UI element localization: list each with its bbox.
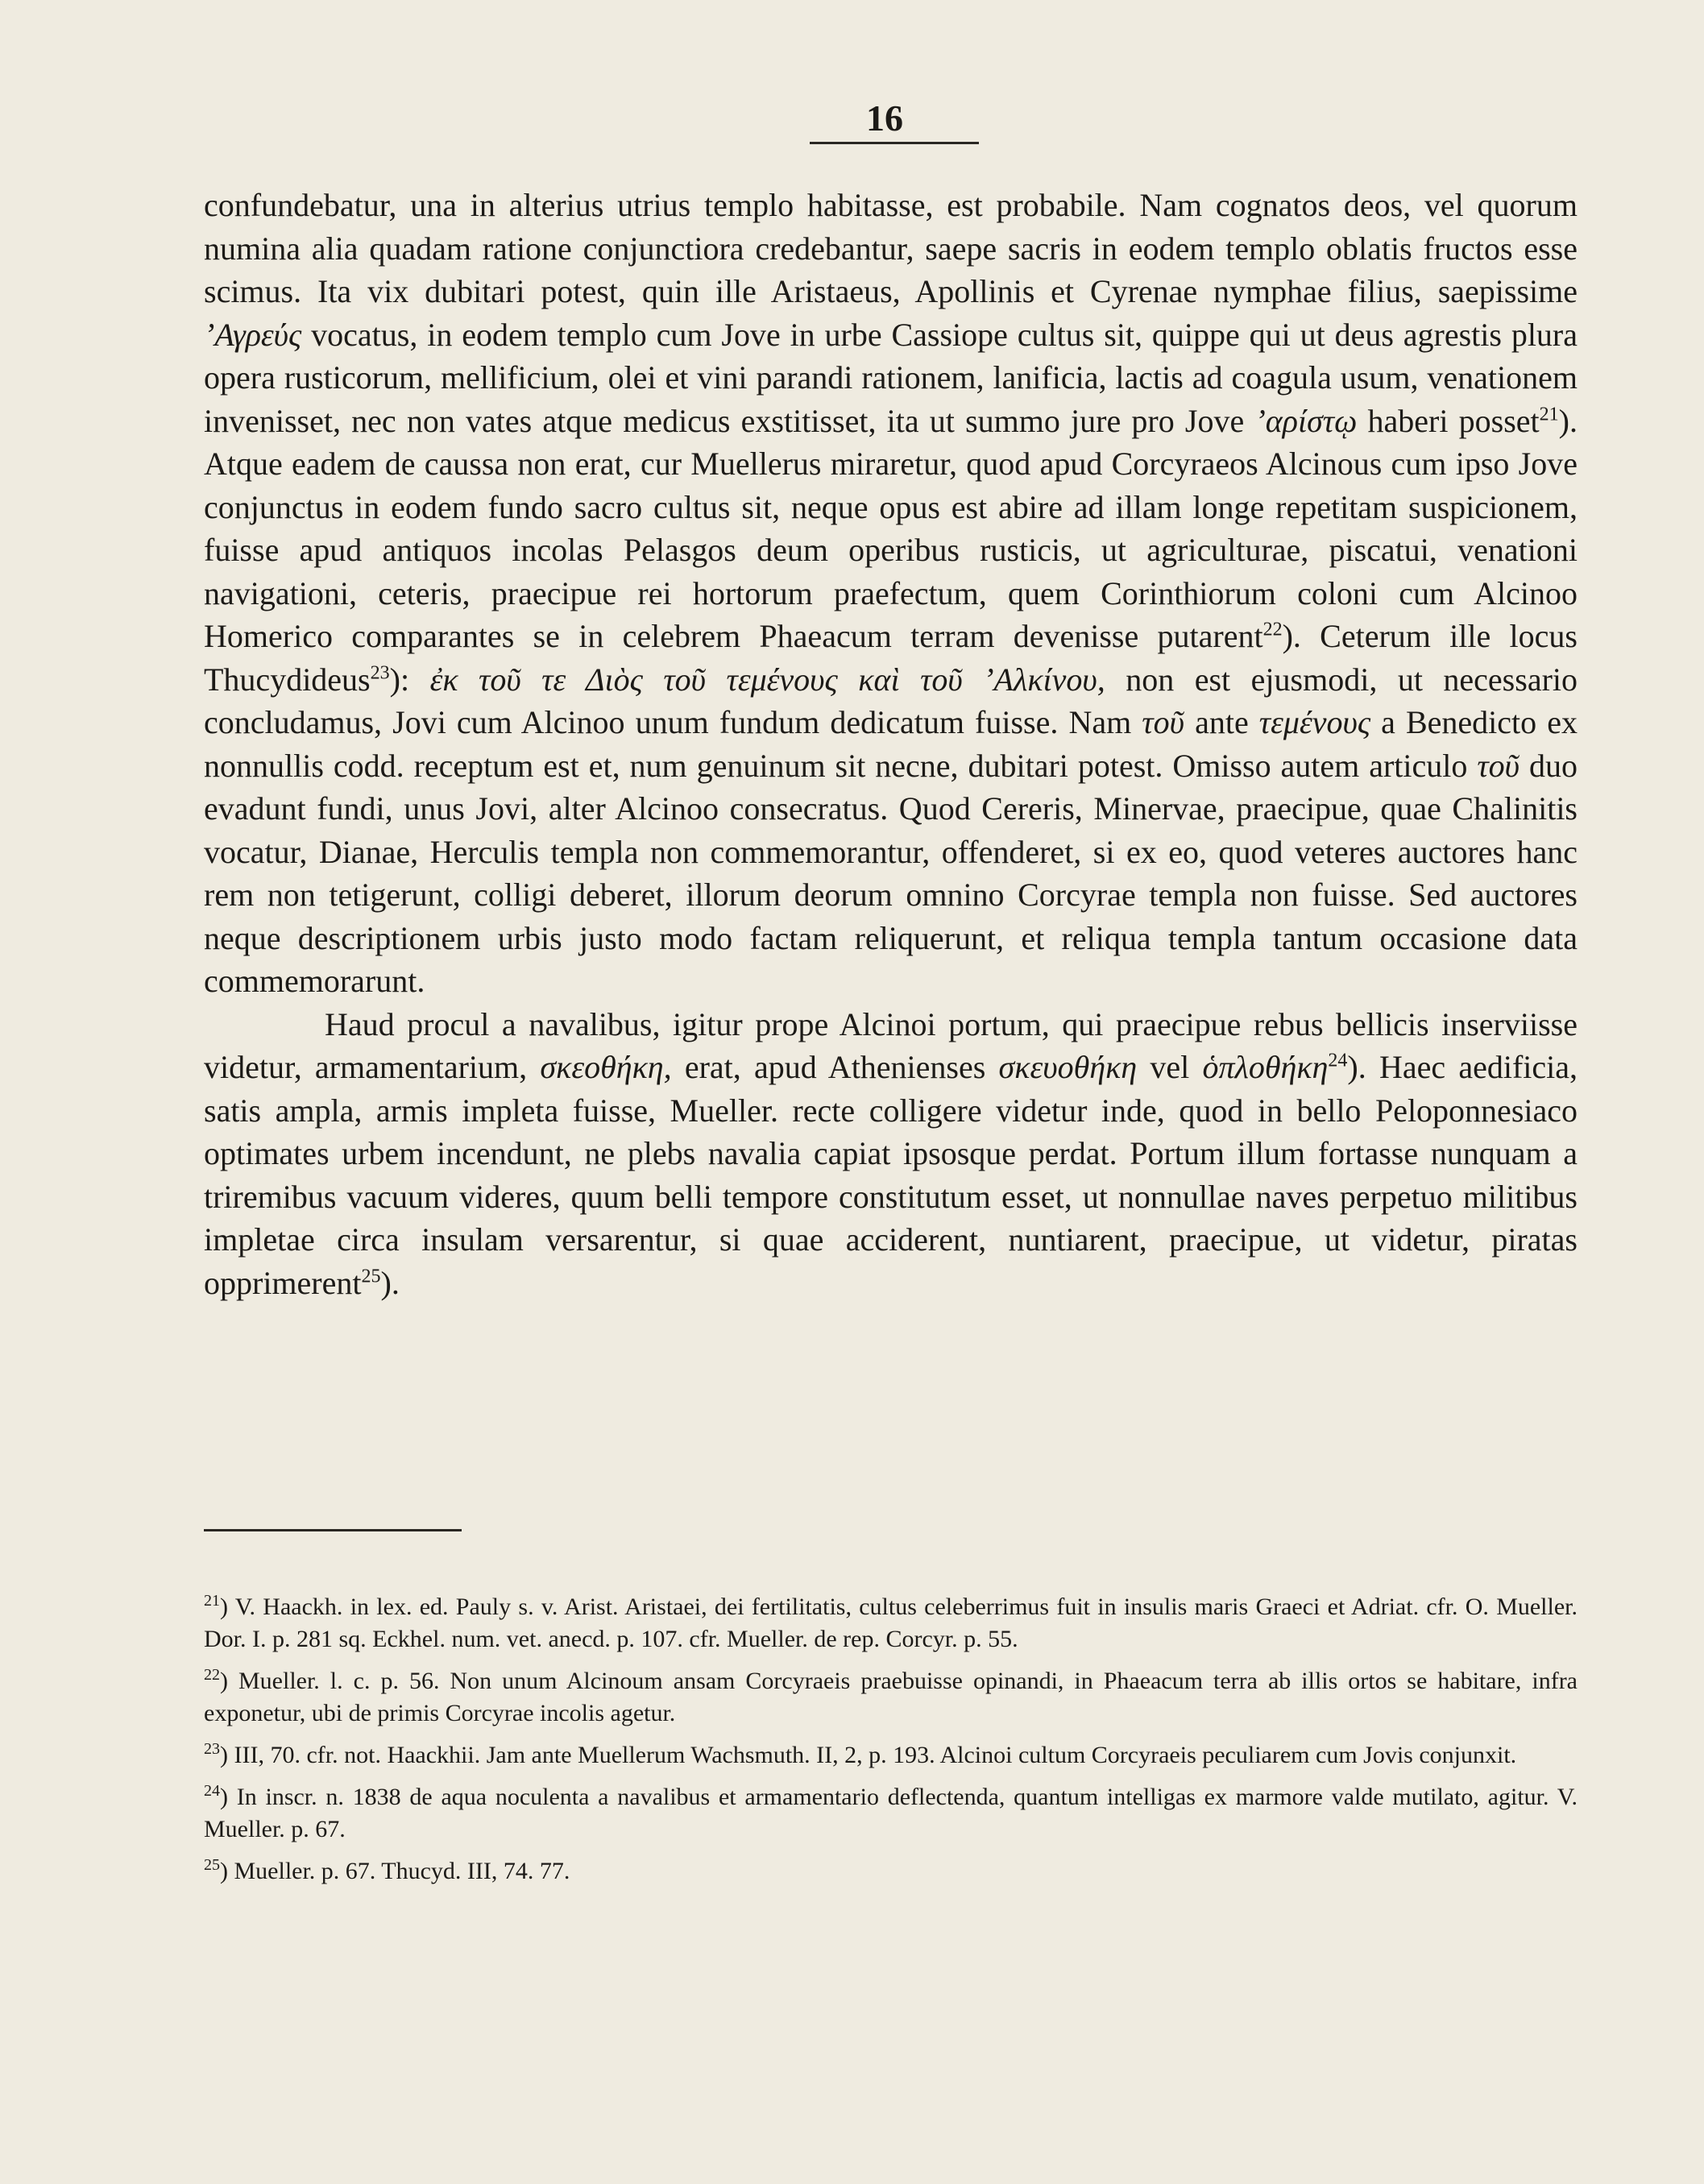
- footnote-separator: [204, 1529, 462, 1531]
- footnote-ref: 23: [370, 662, 390, 684]
- header-rule: [810, 142, 979, 144]
- footnote-text: In inscr. n. 1838 de aqua noculenta a navalibus et armamentario deflectenda, quantum intelligas ex marmore valde mutilato, agitur. V. Mueller. p. 67.: [204, 1784, 1578, 1842]
- body-text: [204, 184, 1578, 1304]
- footnote: [204, 1855, 1578, 1888]
- footnote-text: Mueller. l. c. p. 56. Non unum Alcinoum ansam Corcyraeis praebuisse opinandi, in Phaeacum terra ab illis ortos se habitare, infra exponetur, ubi de primis Corcyrae incolis agetur.: [204, 1668, 1578, 1726]
- text-run: confundebatur, una in alterius utrius templo habitasse, est probabile. Nam cognatos deos, vel quorum numina alia quadam ratione conjunctiora credebantur, saepe sacris in eodem templo oblatis fructos esse scimus. Ita vix dubitari potest, quin ille Aristaeus, Apollinis et Cyrenae nymphae filius, saepissime: [204, 187, 1578, 309]
- greek-text: ἐκ τοῦ τε Διὸς τοῦ τεμένους καὶ τοῦ ʼΑλκίνου,: [429, 661, 1105, 698]
- text-run: vel: [1137, 1049, 1203, 1085]
- text-run: ). Ceterum ille locus Thucydideus: [204, 618, 1578, 698]
- text-run: duo evadunt fundi, unus Jovi, alter Alcinoo consecratus. Quod Cereris, Minervae, praecipue, quae Chalinitis vocatur, Dianae, Herculis templa non commemorantur, offenderet, si ex eo, quod veteres auctores hanc rem non tetigerunt, colligi deberet, illorum deorum omnino Corcyrae templa non fuisse. Sed auctores neque descriptionem urbis justo modo factam reliquerunt, et reliqua templa tantum occasione data commemorarunt.: [204, 747, 1578, 999]
- text-run: haberi posset: [1357, 402, 1540, 439]
- text-run: vocatus, in eodem templo cum Jove in urbe Cassiope cultus sit, quippe qui ut deus agrestis plura opera rusticorum, mellificium, olei et vini parandi rationem, lanificia, lactis ad coagula usum, venationem invenisset, nec non vates atque medicus exstitisset, ita ut summo jure pro Jove: [204, 316, 1578, 439]
- greek-text: σκευοθήκη: [998, 1049, 1138, 1085]
- footnote: [204, 1591, 1578, 1656]
- footnote-ref: 25: [361, 1266, 381, 1287]
- footnote-ref: 24: [1328, 1050, 1348, 1071]
- footnotes: [204, 1591, 1578, 1897]
- greek-text: ὁπλοθήκη: [1202, 1049, 1329, 1085]
- footnote-number: 25: [204, 1856, 220, 1874]
- text-run: ). Atque eadem de caussa non erat, cur Muellerus miraretur, quod apud Corcyraeos Alcinous cum ipso Jove conjunctus in eodem fundo sacro cultus sit, neque opus est abire ad illam longe repetitam suspicionem, fuisse apud antiquos incolas Pelasgos deum operibus rusticis, ut agriculturae, piscatui, venationi navigationi, ceteris, praecipue rei hortorum praefectum, quem Corinthiorum coloni cum Alcinoo Homerico comparantes se in celebrem Phaeacum terram devenisse putarent: [204, 402, 1578, 654]
- greek-text: ʼΑγρεύς: [204, 316, 302, 353]
- footnote-ref: 22: [1262, 619, 1283, 640]
- footnote-number: 24: [204, 1782, 220, 1800]
- footnote-number: 23: [204, 1740, 220, 1758]
- text-run: ):: [389, 661, 430, 698]
- greek-text: σκεοθήκη,: [540, 1049, 672, 1085]
- footnote: [204, 1665, 1578, 1730]
- footnote-marker: $^{23}$): [204, 1740, 234, 1768]
- footnote: [204, 1781, 1578, 1846]
- page-number: 16: [866, 97, 903, 139]
- greek-text: ʼαρίστῳ: [1254, 402, 1358, 439]
- footnote-marker: $^{22}$): [204, 1666, 238, 1694]
- text-run: non est ejusmodi, ut necessario concludamus, Jovi cum Alcinoo unum fundum dedicatum fuisse. Nam: [204, 661, 1578, 740]
- footnote-text: III, 70. cfr. not. Haackhii. Jam ante Muellerum Wachsmuth. II, 2, p. 193. Alcinoi cultum Corcyraeis peculiarem cum Jovis conjunxit.: [234, 1742, 1517, 1768]
- greek-text: τοῦ: [1477, 747, 1520, 784]
- greek-text: τοῦ: [1142, 704, 1184, 740]
- footnote-text: V. Haackh. in lex. ed. Pauly s. v. Arist. Aristaei, dei fertilitatis, cultus celeberrimus fuit in insulis maris Graeci et Adriat. cfr. O. Mueller. Dor. I. p. 281 sq. Eckhel. num. vet. anecd. p. 107. cfr. Mueller. de rep. Corcyr. p. 55.: [204, 1593, 1578, 1652]
- footnote-marker: $^{24}$): [204, 1782, 237, 1810]
- text-run: ). Haec aedificia, satis ampla, armis impleta fuisse, Mueller. recte colligere videtur inde, quod in bello Peloponnesiaco optimates urbem incendunt, ne plebs navalia capiat ipsosque perdat. Portum illum fortasse nunquam a triremibus vacuum videres, quum belli tempore constitutum esset, ut nonnullae naves perpetuo militibus impletae circa insulam versarentur, si quae acciderent, nuntiarent, praecipue, ut videtur, piratas opprimerent: [204, 1049, 1578, 1301]
- paragraph: [204, 184, 1578, 1003]
- text-run: Haud procul a navalibus, igitur prope Alcinoi portum, qui praecipue rebus bellicis inserviisse videtur, armamentarium,: [204, 1005, 1578, 1085]
- footnote-number: 22: [204, 1666, 220, 1684]
- greek-text: τεμένους: [1258, 704, 1371, 740]
- text-run: ante: [1184, 704, 1259, 740]
- footnote-marker: $^{21}$): [204, 1592, 235, 1620]
- footnote-number: 21: [204, 1592, 220, 1610]
- text-run: erat, apud Athenienses: [671, 1049, 999, 1085]
- footnote-text: Mueller. p. 67. Thucyd. III, 74. 77.: [234, 1858, 570, 1884]
- text-run: ).: [380, 1264, 400, 1301]
- footnote-marker: $^{25}$): [204, 1856, 234, 1884]
- paragraph: [204, 1003, 1578, 1305]
- text-run: a Benedicto ex nonnullis codd. receptum est et, num genuinum sit necne, dubitari potest. Omisso autem articulo: [204, 704, 1578, 784]
- footnote: [204, 1739, 1578, 1772]
- footnote-ref: 21: [1539, 404, 1559, 425]
